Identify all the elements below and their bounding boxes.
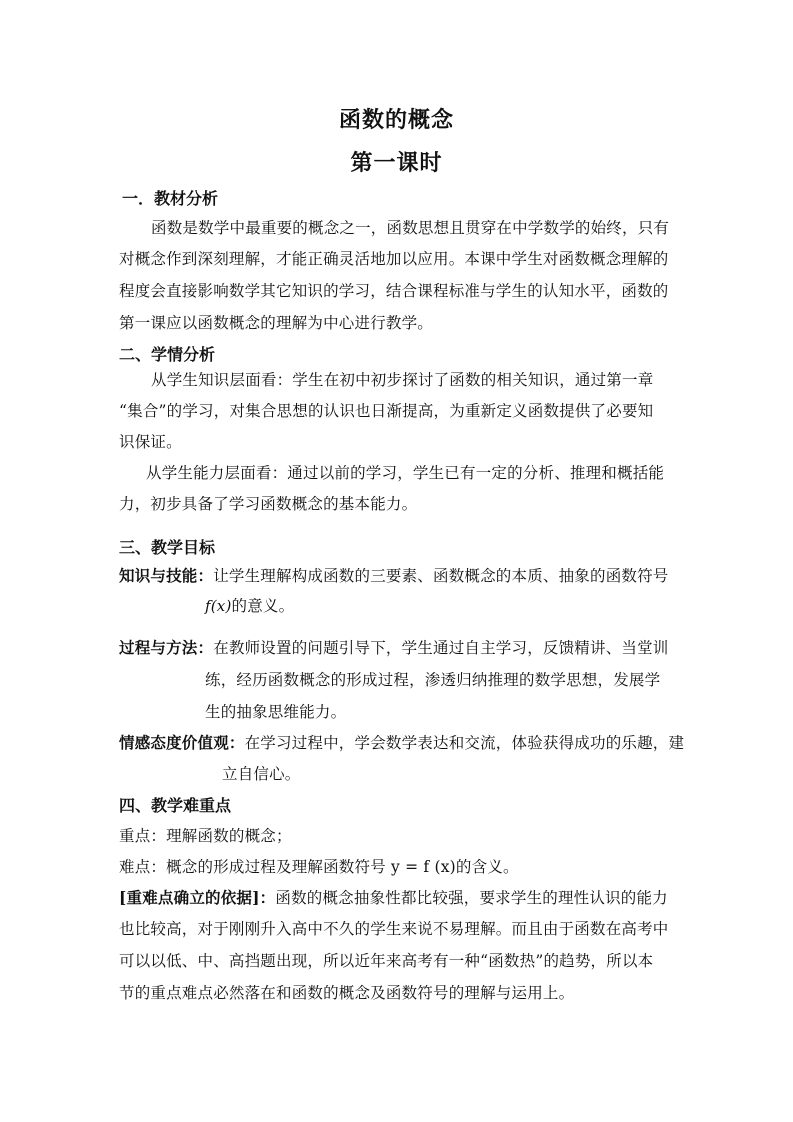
- basis-text: 函数的概念抽象性都比较强，要求学生的理性认识的能力: [275, 889, 668, 907]
- section4-heading: 四、教学难重点: [119, 796, 232, 815]
- document-title: 函数的概念: [338, 107, 454, 133]
- key-point: 重点：理解函数的概念；: [119, 827, 292, 845]
- goal1-label: 知识与技能：: [119, 566, 214, 585]
- goal3-text: 在学习过程中，学会数学表达和交流，体验获得成功的乐趣，建: [244, 734, 685, 752]
- section1-line: 程度会直接影响数学其它知识的学习，结合课程标准与学生的认知水平，函数的: [119, 282, 669, 300]
- section3-heading: 三、教学目标: [119, 538, 216, 557]
- goal2-row: [119, 636, 669, 658]
- goal2-line: 生的抽象思维能力。: [205, 703, 347, 721]
- goal3-row: [119, 731, 684, 753]
- section2-line: 从学生知识层面看：学生在初中初步探讨了函数的相关知识，通过第一章: [151, 371, 654, 389]
- section1-heading: 一．教材分析: [122, 189, 219, 208]
- section1-line: 函数是数学中最重要的概念之一，函数思想且贯穿在中学数学的始终，只有: [151, 219, 670, 237]
- section2-line: 识保证。: [119, 433, 182, 451]
- goal3-line: 立自信心。: [222, 765, 301, 783]
- goal2-text: 在教师设置的问题引导下，学生通过自主学习，反馈精讲、当堂训: [213, 639, 669, 657]
- goal1-row: [119, 564, 669, 586]
- basis-line: 节的重点难点必然落在和函数的概念及函数符号的理解与运用上。: [119, 984, 575, 1002]
- document-subtitle: 第一课时: [350, 150, 443, 176]
- goal2-line: 练，经历函数概念的形成过程，渗透归纳推理的数学思想，发展学: [205, 671, 661, 689]
- goal2-label: 过程与方法：: [119, 638, 214, 657]
- section1-line: 对概念作到深刻理解，才能正确灵活地加以应用。本课中学生对函数概念理解的: [119, 250, 669, 268]
- difficulty-point: 难点：概念的形成过程及理解函数符号 y = f (x)的含义。: [119, 858, 519, 876]
- section2-heading: 二、学情分析: [119, 345, 216, 364]
- basis-line: 可以以低、中、高挡题出现，所以近年来高考有一种“函数热”的趋势，所以本: [119, 952, 654, 970]
- goal1-row-2: [205, 594, 294, 616]
- section2-line: 力，初步具备了学习函数概念的基本能力。: [119, 495, 418, 513]
- section2-line: “集合”的学习，对集合思想的认识也日渐提高，为重新定义函数提供了必要知: [119, 402, 654, 420]
- section2-line: 从学生能力层面看：通过以前的学习，学生已有一定的分析、推理和概括能: [146, 464, 665, 482]
- basis-row: [119, 886, 668, 908]
- basis-line: 也比较高，对于刚刚升入高中不久的学生来说不易理解。而且由于函数在高考中: [119, 920, 669, 938]
- basis-label: [重难点确立的依据]：: [119, 888, 276, 907]
- goal1-text-2: 的意义。: [231, 597, 295, 615]
- goal1-text: 让学生理解构成函数的三要素、函数概念的本质、抽象的函数符号: [213, 567, 669, 585]
- section1-line: 第一课应以函数概念的理解为中心进行教学。: [119, 314, 434, 332]
- goal3-label: 情感态度价值观：: [119, 733, 245, 752]
- function-symbol: f(x): [205, 597, 232, 615]
